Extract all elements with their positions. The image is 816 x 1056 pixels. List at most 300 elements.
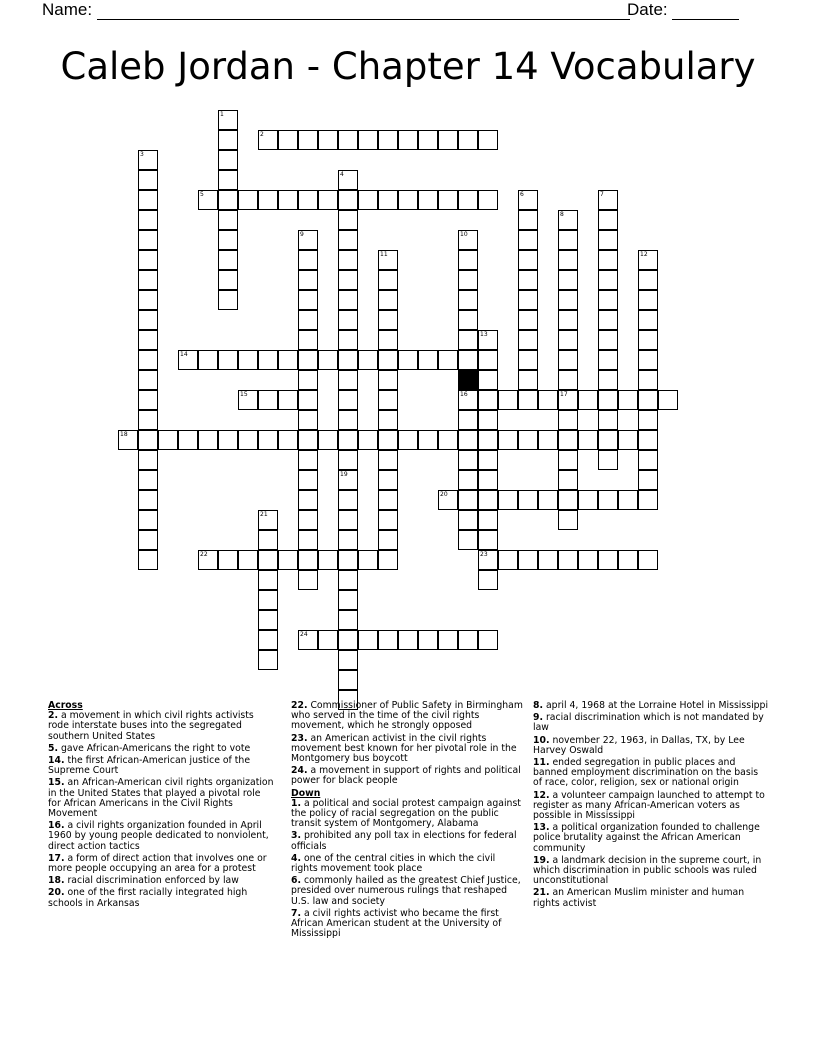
grid-cell[interactable] <box>338 610 358 630</box>
grid-cell[interactable] <box>478 330 498 350</box>
grid-cell[interactable] <box>318 630 338 650</box>
grid-cell[interactable] <box>398 130 418 150</box>
grid-cell[interactable] <box>258 510 278 530</box>
grid-cell[interactable] <box>278 190 298 210</box>
across-clue <box>48 876 276 886</box>
clue-number: 5 <box>200 191 204 198</box>
grid-cell[interactable] <box>478 530 498 550</box>
grid-cell[interactable] <box>138 230 158 250</box>
grid-cell[interactable] <box>458 530 478 550</box>
grid-cell[interactable] <box>638 250 658 270</box>
grid-cell[interactable] <box>638 430 658 450</box>
grid-cell[interactable] <box>278 130 298 150</box>
grid-cell[interactable] <box>398 630 418 650</box>
clue-text: gave African-Americans the right to vote <box>58 742 251 754</box>
grid-cell[interactable] <box>198 550 218 570</box>
grid-cell[interactable] <box>218 550 238 570</box>
grid-cell[interactable] <box>378 450 398 470</box>
grid-cell[interactable] <box>578 550 598 570</box>
grid-cell[interactable] <box>458 330 478 350</box>
grid-cell[interactable] <box>398 190 418 210</box>
across-clue <box>48 778 276 819</box>
grid-cell[interactable] <box>298 330 318 350</box>
grid-cell[interactable] <box>458 190 478 210</box>
grid-cell[interactable] <box>638 290 658 310</box>
grid-cell[interactable] <box>258 590 278 610</box>
across-heading: Across <box>48 700 83 711</box>
grid-cell[interactable] <box>638 470 658 490</box>
grid-cell[interactable] <box>478 430 498 450</box>
across-clue <box>291 701 523 732</box>
grid-cell[interactable] <box>218 350 238 370</box>
grid-cell[interactable] <box>318 430 338 450</box>
grid-cell[interactable] <box>258 390 278 410</box>
grid-cell[interactable] <box>138 390 158 410</box>
grid-cell[interactable] <box>598 490 618 510</box>
grid-cell[interactable] <box>478 630 498 650</box>
grid-cell[interactable] <box>318 550 338 570</box>
grid-cell[interactable] <box>338 450 358 470</box>
grid-cell[interactable] <box>218 110 238 130</box>
grid-cell[interactable] <box>618 390 638 410</box>
grid-cell[interactable] <box>498 390 518 410</box>
grid-cell[interactable] <box>518 390 538 410</box>
clue-text: november 22, 1963, in Dallas, TX, by Lee Harvey Oswald <box>533 734 745 756</box>
grid-cell[interactable] <box>218 150 238 170</box>
grid-cell[interactable] <box>378 290 398 310</box>
grid-cell[interactable] <box>518 190 538 210</box>
clue-number: 10 <box>460 231 468 238</box>
grid-cell[interactable] <box>338 330 358 350</box>
grid-cell[interactable] <box>338 570 358 590</box>
grid-cell[interactable] <box>558 270 578 290</box>
grid-cell[interactable] <box>438 630 458 650</box>
grid-cell[interactable] <box>298 310 318 330</box>
grid-cell[interactable] <box>418 130 438 150</box>
grid-cell[interactable] <box>138 490 158 510</box>
grid-cell[interactable] <box>418 430 438 450</box>
grid-cell[interactable] <box>558 390 578 410</box>
grid-cell[interactable] <box>638 310 658 330</box>
grid-cell[interactable] <box>638 330 658 350</box>
grid-cell[interactable] <box>618 490 638 510</box>
grid-cell[interactable] <box>238 550 258 570</box>
grid-cell[interactable] <box>358 130 378 150</box>
grid-cell[interactable] <box>378 470 398 490</box>
grid-cell[interactable] <box>338 550 358 570</box>
grid-cell[interactable] <box>458 630 478 650</box>
grid-cell[interactable] <box>258 650 278 670</box>
grid-cell[interactable] <box>538 430 558 450</box>
grid-cell[interactable] <box>278 350 298 370</box>
grid-cell[interactable] <box>598 290 618 310</box>
grid-cell[interactable] <box>138 370 158 390</box>
grid-cell[interactable] <box>338 590 358 610</box>
grid-cell[interactable] <box>638 350 658 370</box>
grid-cell[interactable] <box>638 370 658 390</box>
grid-cell[interactable] <box>478 350 498 370</box>
grid-cell[interactable] <box>518 250 538 270</box>
grid-cell[interactable] <box>138 150 158 170</box>
grid-cell[interactable] <box>138 470 158 490</box>
grid-cell[interactable] <box>158 430 178 450</box>
grid-cell[interactable] <box>458 450 478 470</box>
grid-cell[interactable] <box>458 490 478 510</box>
grid-cell[interactable] <box>298 470 318 490</box>
grid-cell[interactable] <box>378 350 398 370</box>
grid-cell[interactable] <box>598 330 618 350</box>
grid-cell[interactable] <box>138 330 158 350</box>
grid-cell[interactable] <box>518 550 538 570</box>
grid-cell[interactable] <box>218 130 238 150</box>
grid-cell[interactable] <box>138 290 158 310</box>
grid-cell[interactable] <box>458 250 478 270</box>
grid-cell[interactable] <box>298 350 318 370</box>
grid-cell[interactable] <box>338 390 358 410</box>
grid-cell[interactable] <box>518 290 538 310</box>
grid-cell[interactable] <box>358 550 378 570</box>
grid-cell[interactable] <box>478 410 498 430</box>
grid-cell[interactable] <box>558 230 578 250</box>
grid-cell[interactable] <box>598 410 618 430</box>
grid-cell[interactable] <box>338 190 358 210</box>
grid-cell[interactable] <box>138 530 158 550</box>
grid-cell[interactable] <box>478 370 498 390</box>
grid-cell[interactable] <box>598 270 618 290</box>
grid-cell[interactable] <box>298 530 318 550</box>
grid-cell[interactable] <box>458 350 478 370</box>
grid-cell[interactable] <box>558 550 578 570</box>
grid-cell[interactable] <box>338 230 358 250</box>
grid-cell[interactable] <box>518 490 538 510</box>
grid-cell[interactable] <box>338 490 358 510</box>
grid-cell[interactable] <box>138 350 158 370</box>
grid-cell[interactable] <box>298 510 318 530</box>
grid-cell[interactable] <box>458 410 478 430</box>
grid-cell[interactable] <box>378 390 398 410</box>
grid-cell[interactable] <box>598 190 618 210</box>
grid-cell[interactable] <box>338 470 358 490</box>
grid-cell[interactable] <box>638 410 658 430</box>
grid-cell[interactable] <box>418 630 438 650</box>
grid-cell[interactable] <box>238 350 258 370</box>
grid-cell[interactable] <box>298 570 318 590</box>
grid-cell[interactable] <box>558 410 578 430</box>
grid-cell[interactable] <box>378 250 398 270</box>
grid-cell[interactable] <box>298 630 318 650</box>
grid-cell[interactable] <box>578 390 598 410</box>
grid-cell[interactable] <box>518 230 538 250</box>
grid-cell[interactable] <box>558 350 578 370</box>
grid-cell[interactable] <box>598 250 618 270</box>
grid-cell[interactable] <box>138 450 158 470</box>
grid-cell[interactable] <box>218 250 238 270</box>
grid-cell[interactable] <box>358 350 378 370</box>
clue-number: 2 <box>260 131 264 138</box>
grid-cell[interactable] <box>378 190 398 210</box>
clue-text: one of the central cities in which the civil rights movement took place <box>291 852 496 875</box>
grid-cell[interactable] <box>458 290 478 310</box>
grid-cell[interactable] <box>378 530 398 550</box>
grid-cell[interactable] <box>338 310 358 330</box>
grid-cell[interactable] <box>318 130 338 150</box>
clue-text: the first African-American justice of the Supreme Court <box>48 755 251 777</box>
grid-cell[interactable] <box>558 290 578 310</box>
grid-cell[interactable] <box>218 230 238 250</box>
grid-cell[interactable] <box>258 190 278 210</box>
grid-cell[interactable] <box>378 410 398 430</box>
across-clue <box>48 756 276 776</box>
grid-cell[interactable] <box>598 230 618 250</box>
grid-cell[interactable] <box>258 530 278 550</box>
grid-cell[interactable] <box>338 530 358 550</box>
grid-cell[interactable] <box>518 270 538 290</box>
clue-text: Commissioner of Public Safety in Birmingham who served in the time of the civil rights movement, which he strongly opposed <box>291 700 523 732</box>
grid-cell[interactable] <box>638 550 658 570</box>
grid-cell[interactable] <box>638 450 658 470</box>
grid-cell[interactable] <box>298 190 318 210</box>
across-clue <box>48 888 276 908</box>
grid-cell[interactable] <box>278 390 298 410</box>
grid-cell[interactable] <box>298 390 318 410</box>
grid-cell[interactable] <box>298 410 318 430</box>
grid-cell[interactable] <box>578 490 598 510</box>
grid-cell[interactable] <box>358 430 378 450</box>
grid-cell[interactable] <box>438 350 458 370</box>
grid-cell[interactable] <box>198 350 218 370</box>
grid-cell[interactable] <box>538 390 558 410</box>
down-heading: Down <box>291 787 321 799</box>
grid-cell[interactable] <box>198 430 218 450</box>
grid-cell[interactable] <box>338 370 358 390</box>
grid-cell[interactable] <box>458 470 478 490</box>
grid-cell[interactable] <box>338 130 358 150</box>
grid-cell[interactable] <box>138 250 158 270</box>
grid-cell[interactable] <box>438 190 458 210</box>
grid-cell[interactable] <box>338 430 358 450</box>
grid-cell[interactable] <box>598 210 618 230</box>
grid-cell[interactable] <box>298 450 318 470</box>
down-clue <box>291 799 523 830</box>
grid-cell[interactable] <box>478 470 498 490</box>
grid-cell[interactable] <box>518 210 538 230</box>
grid-cell[interactable] <box>418 350 438 370</box>
clue-number: 23 <box>480 551 488 558</box>
grid-cell[interactable] <box>198 190 218 210</box>
grid-cell[interactable] <box>458 230 478 250</box>
grid-cell[interactable] <box>478 550 498 570</box>
grid-cell[interactable] <box>598 370 618 390</box>
grid-cell[interactable] <box>278 430 298 450</box>
clue-number: 18. <box>48 875 65 887</box>
grid-cell[interactable] <box>558 510 578 530</box>
grid-cell[interactable] <box>298 290 318 310</box>
grid-cell[interactable] <box>558 210 578 230</box>
grid-cell[interactable] <box>558 370 578 390</box>
grid-cell[interactable] <box>338 270 358 290</box>
grid-cell[interactable] <box>558 310 578 330</box>
grid-cell[interactable] <box>598 350 618 370</box>
grid-cell[interactable] <box>558 450 578 470</box>
grid-cell[interactable] <box>318 190 338 210</box>
clue-number: 1. <box>291 797 302 809</box>
clue-text: a movement in support of rights and political power for black people <box>291 765 521 787</box>
grid-cell[interactable] <box>558 490 578 510</box>
down-clue <box>291 876 523 907</box>
grid-cell[interactable] <box>398 350 418 370</box>
grid-cell[interactable] <box>298 270 318 290</box>
grid-cell[interactable] <box>418 190 438 210</box>
grid-cell[interactable] <box>498 550 518 570</box>
grid-cell[interactable] <box>598 390 618 410</box>
grid-cell[interactable] <box>218 170 238 190</box>
grid-cell[interactable] <box>298 430 318 450</box>
grid-cell[interactable] <box>398 430 418 450</box>
grid-cell[interactable] <box>518 370 538 390</box>
grid-cell[interactable] <box>378 130 398 150</box>
grid-cell[interactable] <box>478 390 498 410</box>
grid-cell[interactable] <box>138 310 158 330</box>
grid-cell[interactable] <box>598 550 618 570</box>
grid-cell[interactable] <box>378 630 398 650</box>
grid-cell[interactable] <box>518 350 538 370</box>
grid-cell[interactable] <box>238 430 258 450</box>
grid-cell[interactable] <box>478 130 498 150</box>
grid-cell[interactable] <box>358 190 378 210</box>
grid-cell[interactable] <box>258 630 278 650</box>
grid-cell[interactable] <box>598 310 618 330</box>
grid-cell[interactable] <box>378 310 398 330</box>
grid-cell[interactable] <box>438 430 458 450</box>
grid-cell[interactable] <box>438 490 458 510</box>
grid-cell[interactable] <box>478 450 498 470</box>
grid-cell[interactable] <box>518 330 538 350</box>
grid-cell[interactable] <box>658 390 678 410</box>
grid-cell[interactable] <box>378 370 398 390</box>
grid-cell[interactable] <box>138 170 158 190</box>
grid-cell[interactable] <box>338 290 358 310</box>
grid-cell[interactable] <box>638 390 658 410</box>
grid-cell[interactable] <box>458 510 478 530</box>
grid-cell[interactable] <box>238 390 258 410</box>
grid-cell[interactable] <box>578 430 598 450</box>
grid-cell[interactable] <box>218 290 238 310</box>
grid-cell[interactable] <box>378 330 398 350</box>
grid-cell[interactable] <box>338 630 358 650</box>
clue-number: 10. <box>533 734 550 746</box>
grid-cell[interactable] <box>458 430 478 450</box>
grid-cell[interactable] <box>478 570 498 590</box>
across-clue <box>291 766 523 786</box>
grid-cell[interactable] <box>218 430 238 450</box>
grid-cell[interactable] <box>258 130 278 150</box>
down-clue <box>533 888 769 908</box>
grid-cell[interactable] <box>438 130 458 150</box>
grid-cell[interactable] <box>558 470 578 490</box>
grid-cell[interactable] <box>538 490 558 510</box>
grid-cell[interactable] <box>558 250 578 270</box>
grid-cell[interactable] <box>218 210 238 230</box>
grid-cell[interactable] <box>458 390 478 410</box>
grid-cell[interactable] <box>338 250 358 270</box>
grid-cell[interactable] <box>378 430 398 450</box>
grid-cell[interactable] <box>298 230 318 250</box>
grid-cell[interactable] <box>138 410 158 430</box>
grid-cell[interactable] <box>138 190 158 210</box>
grid-cell[interactable] <box>258 610 278 630</box>
grid-cell[interactable] <box>638 270 658 290</box>
grid-cell[interactable] <box>638 490 658 510</box>
grid-cell[interactable] <box>338 350 358 370</box>
grid-cell[interactable] <box>178 430 198 450</box>
grid-cell[interactable] <box>338 650 358 670</box>
grid-cell[interactable] <box>138 550 158 570</box>
grid-cell[interactable] <box>458 130 478 150</box>
grid-cell[interactable] <box>298 490 318 510</box>
grid-cell[interactable] <box>298 250 318 270</box>
grid-cell[interactable] <box>218 190 238 210</box>
grid-cell[interactable] <box>478 510 498 530</box>
grid-cell[interactable] <box>378 490 398 510</box>
grid-cell[interactable] <box>498 430 518 450</box>
grid-cell[interactable] <box>178 350 198 370</box>
grid-cell[interactable] <box>258 570 278 590</box>
grid-cell[interactable] <box>138 270 158 290</box>
grid-cell[interactable] <box>258 350 278 370</box>
grid-cell[interactable] <box>558 330 578 350</box>
grid-cell[interactable] <box>458 310 478 330</box>
grid-cell[interactable] <box>378 270 398 290</box>
grid-cell[interactable] <box>558 430 578 450</box>
grid-cell[interactable] <box>358 630 378 650</box>
grid-cell[interactable] <box>498 490 518 510</box>
grid-cell[interactable] <box>118 430 138 450</box>
grid-cell[interactable] <box>478 190 498 210</box>
grid-cell[interactable] <box>318 350 338 370</box>
down-clue <box>533 823 769 854</box>
grid-cell[interactable] <box>338 670 358 690</box>
grid-cell[interactable] <box>478 490 498 510</box>
grid-cell[interactable] <box>618 430 638 450</box>
clue-number: 24 <box>300 631 308 638</box>
grid-cell[interactable] <box>338 210 358 230</box>
down-clue <box>533 713 769 733</box>
grid-cell[interactable] <box>218 270 238 290</box>
grid-cell[interactable] <box>458 270 478 290</box>
grid-cell[interactable] <box>538 550 558 570</box>
grid-cell[interactable] <box>238 190 258 210</box>
grid-cell[interactable] <box>598 450 618 470</box>
grid-cell[interactable] <box>258 430 278 450</box>
grid-cell[interactable] <box>518 310 538 330</box>
grid-cell[interactable] <box>618 550 638 570</box>
grid-cell[interactable] <box>278 550 298 570</box>
grid-cell[interactable] <box>138 210 158 230</box>
grid-cell[interactable] <box>338 410 358 430</box>
grid-cell[interactable] <box>298 130 318 150</box>
grid-cell[interactable] <box>258 550 278 570</box>
grid-cell[interactable] <box>298 370 318 390</box>
grid-cell[interactable] <box>518 430 538 450</box>
grid-cell[interactable] <box>138 510 158 530</box>
grid-cell[interactable] <box>338 510 358 530</box>
grid-cell[interactable] <box>598 430 618 450</box>
grid-cell[interactable] <box>298 550 318 570</box>
grid-cell[interactable] <box>138 430 158 450</box>
grid-cell[interactable] <box>378 550 398 570</box>
grid-cell[interactable] <box>338 170 358 190</box>
grid-cell[interactable] <box>378 510 398 530</box>
